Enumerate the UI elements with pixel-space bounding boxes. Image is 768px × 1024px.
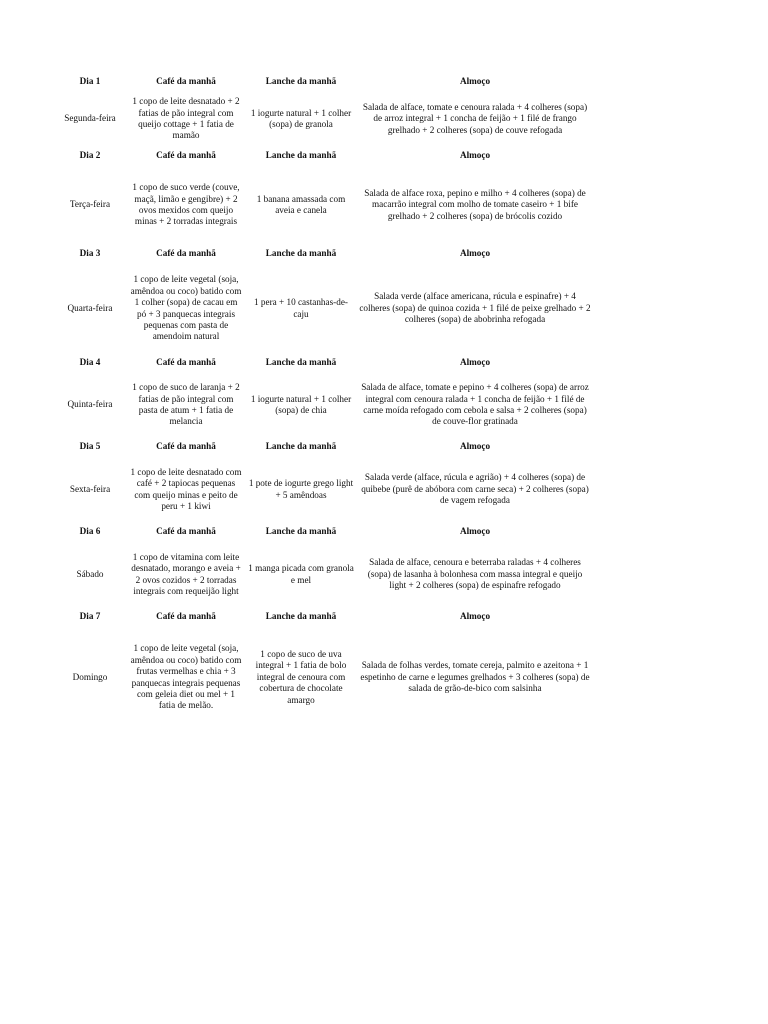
cafe-cell: 1 copo de suco verde (couve, maçã, limão e gengibre) + 2 ovos mexidos com queijo minas + 2 torradas integrais	[132, 182, 240, 227]
header-almoco: Almoço	[459, 611, 491, 622]
day-header-row	[53, 146, 593, 166]
day-header-row	[53, 353, 593, 373]
day-label: Dia 2	[79, 150, 101, 161]
day-label: Dia 7	[79, 611, 101, 622]
header-cafe: Café da manhã	[156, 76, 216, 87]
day-meal-row	[53, 627, 593, 728]
header-lanche: Lanche da manhã	[265, 357, 337, 368]
header-almoco: Almoço	[459, 248, 491, 259]
day-meal-row	[53, 542, 593, 607]
weekday-cell: Quinta-feira	[67, 399, 113, 410]
day-header-row	[53, 437, 593, 457]
day-meal-row	[53, 457, 593, 522]
almoco-cell: Salada de folhas verdes, tomate cereja, palmito e azeitona + 1 espetinho de carne e legumes grelhados + 3 colheres (sopa) de salada de grão-de-bico com salsinha	[360, 660, 590, 694]
day-meal-row	[53, 92, 593, 146]
header-lanche: Lanche da manhã	[265, 611, 337, 622]
almoco-cell: Salada de alface, tomate e pepino + 4 colheres (sopa) de arroz integral com cenoura ralada + 1 concha de feijão + 1 filé de carne moída refogado com cebola e salsa + 2 colheres (sopa) de couve-flor gratinada	[361, 382, 589, 427]
cafe-cell: 1 copo de leite vegetal (soja, amêndoa ou coco) batido com 1 colher (sopa) de cacau em pó + 3 panquecas integrais pequenas com pasta de amendoim natural	[130, 274, 242, 342]
weekday-cell: Domingo	[72, 671, 108, 682]
day-label: Dia 1	[79, 76, 101, 87]
header-lanche: Lanche da manhã	[265, 441, 337, 452]
almoco-cell: Salada verde (alface, rúcula e agrião) + 4 colheres (sopa) de quibebe (purê de abóbora com carne seca) + 2 colheres (sopa) de vagem refogada	[361, 472, 589, 506]
weekday-cell: Quarta-feira	[67, 302, 113, 313]
cafe-cell: 1 copo de leite desnatado + 2 fatias de pão integral com queijo cottage + 1 fatia de mamão	[132, 96, 240, 141]
header-almoco: Almoço	[459, 150, 491, 161]
header-cafe: Café da manhã	[156, 150, 216, 161]
day-label: Dia 4	[79, 357, 101, 368]
lanche-cell: 1 banana amassada com aveia e canela	[256, 193, 346, 215]
day-label: Dia 6	[79, 526, 101, 537]
day-header-row	[53, 607, 593, 627]
header-lanche: Lanche da manhã	[265, 150, 337, 161]
weekday-cell: Terça-feira	[69, 199, 111, 210]
header-cafe: Café da manhã	[156, 248, 216, 259]
day-header-row	[53, 72, 593, 92]
header-cafe: Café da manhã	[156, 357, 216, 368]
cafe-cell: 1 copo de suco de laranja + 2 fatias de pão integral com pasta de atum + 1 fatia de melancia	[132, 382, 240, 427]
meal-plan-table	[53, 72, 593, 728]
header-almoco: Almoço	[459, 526, 491, 537]
almoco-cell: Salada de alface roxa, pepino e milho + 4 colheres (sopa) de macarrão integral com molho de tomate caseiro + 1 bife grelhado + 2 colheres (sopa) de brócolis cozido	[364, 187, 586, 221]
header-almoco: Almoço	[459, 357, 491, 368]
day-label: Dia 3	[79, 248, 101, 259]
day-header-row	[53, 244, 593, 264]
day-meal-row	[53, 166, 593, 244]
lanche-cell: 1 manga picada com granola e mel	[248, 563, 354, 585]
day-meal-row	[53, 373, 593, 437]
day-meal-row	[53, 264, 593, 353]
header-almoco: Almoço	[459, 441, 491, 452]
cafe-cell: 1 copo de vitamina com leite desnatado, morango e aveia + 2 ovos cozidos + 2 torradas integrais com requeijão light	[131, 551, 241, 596]
almoco-cell: Salada de alface, cenoura e beterraba raladas + 4 colheres (sopa) de lasanha à bolonhesa com massa integral e queijo light + 2 colheres (sopa) de espinafre refogado	[367, 557, 583, 591]
header-cafe: Café da manhã	[156, 441, 216, 452]
lanche-cell: 1 pera + 10 castanhas-de-caju	[254, 297, 348, 319]
lanche-cell: 1 iogurte natural + 1 colher (sopa) de chia	[250, 393, 352, 415]
header-lanche: Lanche da manhã	[265, 248, 337, 259]
weekday-cell: Sábado	[76, 568, 104, 579]
lanche-cell: 1 iogurte natural + 1 colher (sopa) de granola	[250, 107, 352, 129]
cafe-cell: 1 copo de leite vegetal (soja, amêndoa ou coco) batido com frutas vermelhas e chia + 3 panquecas integrais pequenas com geleia diet ou mel + 1 fatia de melão.	[130, 643, 242, 711]
cafe-cell: 1 copo de leite desnatado com café + 2 tapiocas pequenas com queijo minas e peito de peru + 1 kiwi	[130, 466, 242, 511]
weekday-cell: Segunda-feira	[64, 113, 116, 124]
header-cafe: Café da manhã	[156, 611, 216, 622]
header-almoco: Almoço	[459, 76, 491, 87]
day-label: Dia 5	[79, 441, 101, 452]
header-lanche: Lanche da manhã	[265, 76, 337, 87]
lanche-cell: 1 pote de iogurte grego light + 5 amêndoas	[248, 478, 354, 500]
lanche-cell: 1 copo de suco de uva integral + 1 fatia de bolo integral de cenoura com cobertura de chocolate amargo	[255, 648, 347, 705]
header-cafe: Café da manhã	[156, 526, 216, 537]
weekday-cell: Sexta-feira	[69, 483, 111, 494]
almoco-cell: Salada de alface, tomate e cenoura ralada + 4 colheres (sopa) de arroz integral + 1 concha de feijão + 1 filé de frango grelhado + 2 colheres (sopa) de couve refogada	[362, 101, 588, 135]
almoco-cell: Salada verde (alface americana, rúcula e espinafre) + 4 colheres (sopa) de quinoa cozida + 1 filé de peixe grelhado + 2 colheres (sopa) de abobrinha refogada	[359, 291, 591, 325]
header-lanche: Lanche da manhã	[265, 526, 337, 537]
day-header-row	[53, 522, 593, 542]
